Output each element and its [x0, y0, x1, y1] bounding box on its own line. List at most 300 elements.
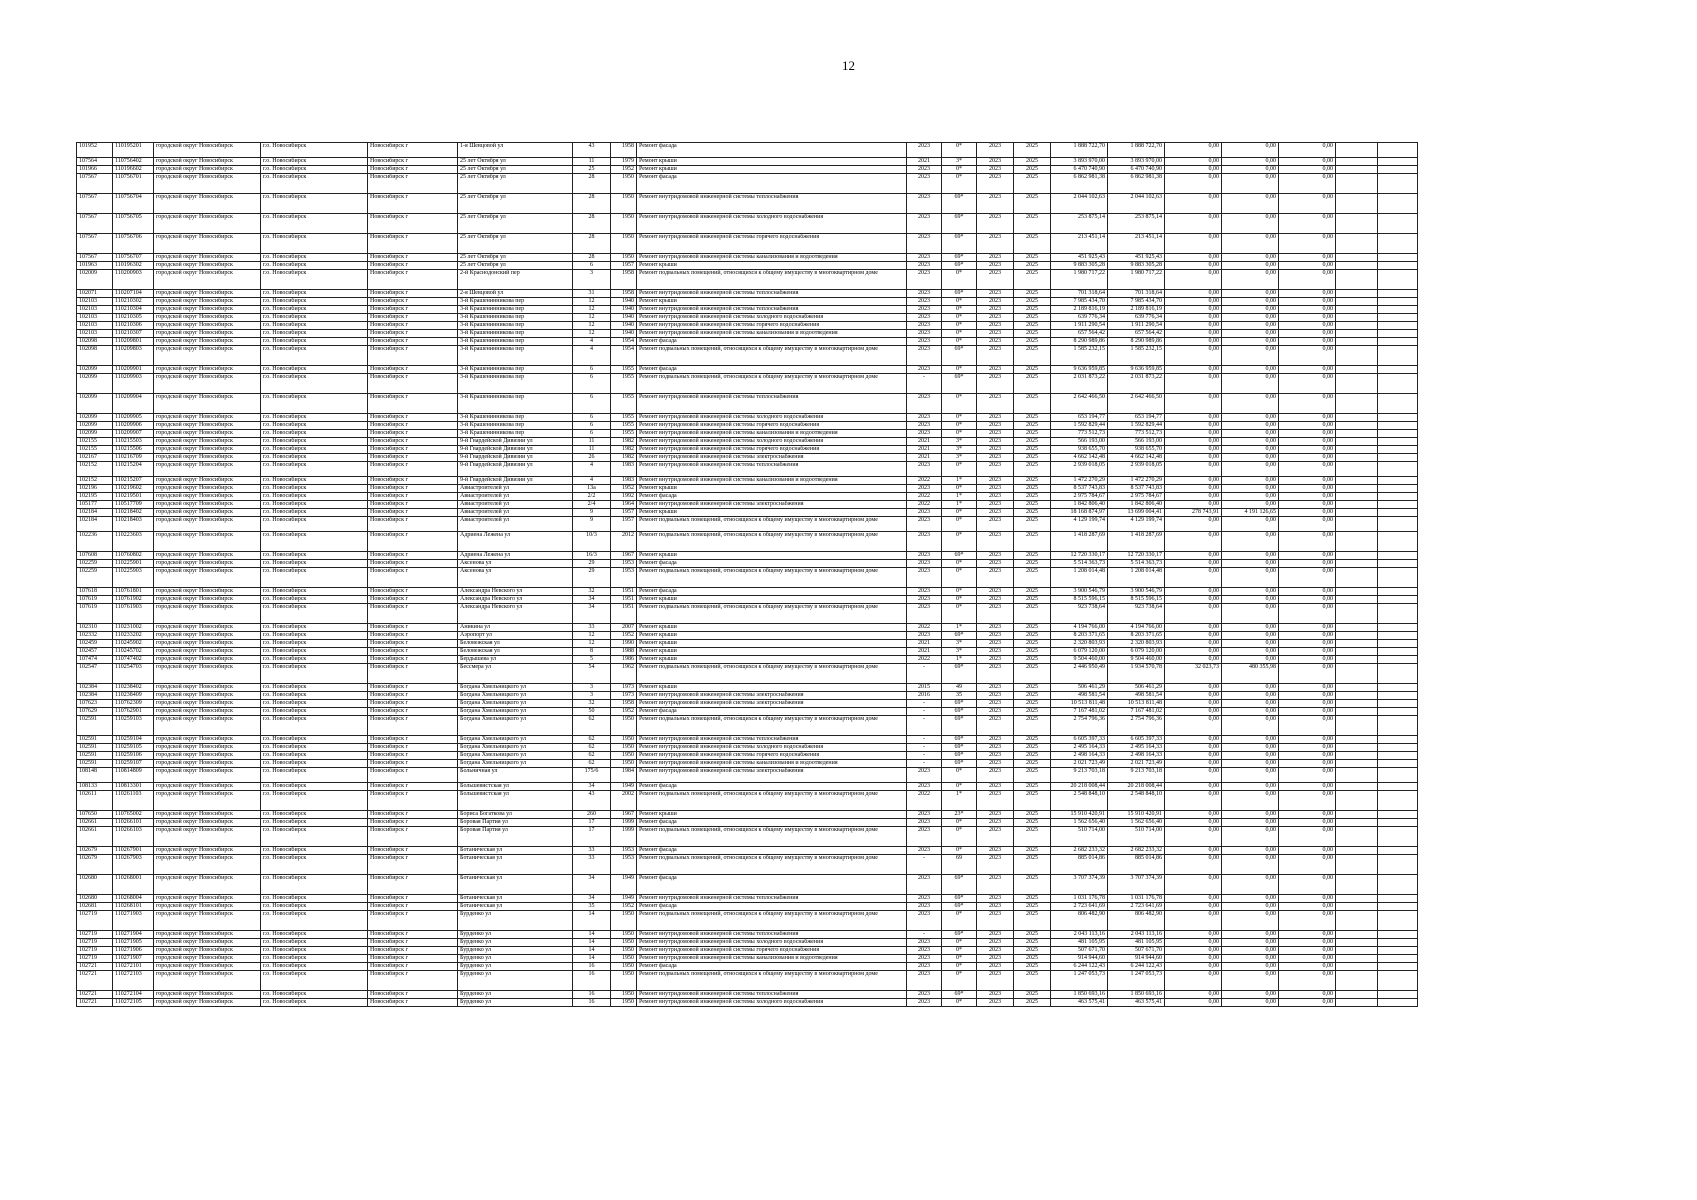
cell-record-id: 102332 [77, 632, 113, 640]
cell-locality: Новосибирск г [368, 322, 458, 330]
cell-plan-end: 2025 [1014, 684, 1051, 692]
cell-note-a [1336, 254, 1378, 262]
cell-plan-end: 2025 [1014, 931, 1051, 939]
cell-record-id: 102721 [77, 991, 113, 999]
cell-street: Бурденко ул [458, 963, 573, 971]
cell-last-repair-year: - [907, 716, 942, 736]
cell-note-a [1336, 700, 1378, 708]
cell-house-number: 43 [573, 791, 611, 811]
cell-owners-cost: 0,00 [1222, 783, 1279, 791]
cell-municipal-district: г.о. Новосибирск [261, 174, 368, 194]
table-row [77, 632, 1418, 640]
cell-last-repair-year: 2023 [907, 422, 942, 430]
table-row [77, 338, 1418, 346]
cell-work-code: 110216709 [113, 454, 154, 462]
cell-owners-cost: 0,00 [1222, 760, 1279, 768]
cell-total-cost: 1 911 290,54 [1051, 322, 1108, 330]
cell-municipality: городской округ Новосибирск [154, 314, 261, 322]
cell-municipal-district: г.о. Новосибирск [261, 262, 368, 270]
cell-municipality: городской округ Новосибирск [154, 588, 261, 596]
cell-work-type: Ремонт фасада [637, 174, 907, 194]
cell-total-cost: 10 513 811,48 [1051, 700, 1108, 708]
cell-house-number: 12 [573, 298, 611, 306]
table-row [77, 664, 1418, 684]
cell-build-year: 1950 [611, 991, 637, 999]
cell-fund-cost: 1 562 656,40 [1108, 819, 1165, 827]
cell-fund-cost: 481 105,95 [1108, 939, 1165, 947]
cell-note-b [1378, 947, 1418, 955]
cell-fund-cost: 7 167 481,02 [1108, 708, 1165, 716]
cell-municipal-district: г.о. Новосибирск [261, 477, 368, 485]
cell-plan-start: 2023 [977, 414, 1014, 422]
cell-work-code: 110259104 [113, 736, 154, 744]
cell-note-a [1336, 684, 1378, 692]
cell-municipality: городской округ Новосибирск [154, 414, 261, 422]
cell-plan-end: 2025 [1014, 270, 1051, 290]
cell-fund-cost: 8 203 371,65 [1108, 632, 1165, 640]
table-row [77, 552, 1418, 560]
cell-fund-cost: 9 636 959,85 [1108, 366, 1165, 374]
cell-total-cost: 253 875,14 [1051, 214, 1108, 234]
cell-work-type: Ремонт внутридомовой инженерной системы горячего водоснабжения [637, 322, 907, 330]
cell-record-id: 102071 [77, 290, 113, 298]
cell-work-type: Ремонт внутридомовой инженерной системы теплоснабжения [637, 306, 907, 314]
cell-record-id: 102099 [77, 414, 113, 422]
cell-plan-end: 2025 [1014, 509, 1051, 517]
cell-note-b [1378, 604, 1418, 624]
cell-work-type: Ремонт крыши [637, 298, 907, 306]
cell-street: Бурденко ул [458, 999, 573, 1007]
cell-house-number: 17 [573, 827, 611, 847]
cell-municipal-district: г.о. Новосибирск [261, 346, 368, 366]
cell-street: Авиастроителей ул [458, 509, 573, 517]
cell-wear-percent: 3* [942, 438, 977, 446]
cell-municipality: городской округ Новосибирск [154, 234, 261, 254]
cell-municipal-district: г.о. Новосибирск [261, 414, 368, 422]
cell-street: 1-я Шевцовой ул [458, 143, 573, 158]
cell-total-cost: 463 575,41 [1051, 999, 1108, 1007]
cell-locality: Новосибирск г [368, 827, 458, 847]
cell-record-id: 107567 [77, 254, 113, 262]
cell-work-code: 110259105 [113, 744, 154, 752]
cell-plan-end: 2025 [1014, 708, 1051, 716]
cell-work-code: 110219501 [113, 493, 154, 501]
cell-house-number: 54 [573, 664, 611, 684]
cell-total-cost: 1 592 829,44 [1051, 422, 1108, 430]
cell-municipal-district: г.о. Новосибирск [261, 596, 368, 604]
cell-plan-start: 2023 [977, 143, 1014, 158]
cell-note-a [1336, 454, 1378, 462]
cell-work-type: Ремонт внутридомовой инженерной системы горячего водоснабжения [637, 446, 907, 454]
cell-fund-cost: 6 244 122,43 [1108, 963, 1165, 971]
cell-municipal-district: г.о. Новосибирск [261, 632, 368, 640]
cell-total-cost: 2 975 784,67 [1051, 493, 1108, 501]
cell-build-year: 1967 [611, 811, 637, 819]
cell-municipality: городской округ Новосибирск [154, 330, 261, 338]
cell-locality: Новосибирск г [368, 509, 458, 517]
cell-work-type: Ремонт внутридомовой инженерной системы горячего водоснабжения [637, 947, 907, 955]
cell-work-code: 110268001 [113, 875, 154, 895]
cell-municipal-district: г.о. Новосибирск [261, 855, 368, 875]
cell-note-a [1336, 166, 1378, 174]
cell-total-cost: 1 842 806,40 [1051, 501, 1108, 509]
cell-house-number: 6 [573, 394, 611, 414]
cell-region-cost: 0,00 [1165, 847, 1222, 855]
table-row [77, 656, 1418, 664]
cell-build-year: 1950 [611, 939, 637, 947]
cell-house-number: 5 [573, 656, 611, 664]
cell-build-year: 1958 [611, 290, 637, 298]
cell-plan-start: 2023 [977, 394, 1014, 414]
cell-house-number: 28 [573, 234, 611, 254]
cell-municipality: городской округ Новосибирск [154, 819, 261, 827]
cell-house-number: 50 [573, 708, 611, 716]
cell-note-b [1378, 708, 1418, 716]
cell-plan-start: 2023 [977, 254, 1014, 262]
cell-house-number: 16 [573, 963, 611, 971]
cell-other-cost: 0,00 [1279, 971, 1336, 991]
cell-work-code: 110756706 [113, 234, 154, 254]
cell-wear-percent: 0* [942, 560, 977, 568]
cell-build-year: 1990 [611, 640, 637, 648]
cell-other-cost: 0,00 [1279, 552, 1336, 560]
cell-locality: Новосибирск г [368, 422, 458, 430]
cell-plan-end: 2025 [1014, 911, 1051, 931]
cell-fund-cost: 5 514 363,73 [1108, 560, 1165, 568]
cell-note-b [1378, 493, 1418, 501]
cell-fund-cost: 8 290 989,86 [1108, 338, 1165, 346]
cell-last-repair-year: 2023 [907, 991, 942, 999]
cell-total-cost: 6 470 740,90 [1051, 166, 1108, 174]
cell-locality: Новосибирск г [368, 911, 458, 931]
cell-fund-cost: 1 911 290,54 [1108, 322, 1165, 330]
cell-note-b [1378, 752, 1418, 760]
cell-municipality: городской округ Новосибирск [154, 847, 261, 855]
cell-owners-cost: 0,00 [1222, 700, 1279, 708]
cell-plan-start: 2023 [977, 895, 1014, 903]
cell-fund-cost: 13 699 004,41 [1108, 509, 1165, 517]
cell-street: Бессмера ул [458, 664, 573, 684]
cell-municipal-district: г.о. Новосибирск [261, 624, 368, 632]
cell-other-cost: 0,00 [1279, 847, 1336, 855]
cell-region-cost: 0,00 [1165, 895, 1222, 903]
cell-build-year: 1979 [611, 158, 637, 166]
cell-last-repair-year: 2023 [907, 290, 942, 298]
cell-build-year: 1940 [611, 314, 637, 322]
cell-last-repair-year: 2023 [907, 254, 942, 262]
cell-other-cost: 0,00 [1279, 903, 1336, 911]
cell-work-type: Ремонт внутридомовой инженерной системы холодного водоснабжения [637, 744, 907, 752]
cell-house-number: 62 [573, 752, 611, 760]
table-row [77, 847, 1418, 855]
cell-note-a [1336, 752, 1378, 760]
cell-plan-start: 2023 [977, 811, 1014, 819]
cell-owners-cost: 0,00 [1222, 290, 1279, 298]
cell-house-number: 62 [573, 716, 611, 736]
cell-total-cost: 7 985 434,70 [1051, 298, 1108, 306]
cell-region-cost: 0,00 [1165, 366, 1222, 374]
cell-build-year: 1950 [611, 931, 637, 939]
cell-locality: Новосибирск г [368, 214, 458, 234]
cell-note-b [1378, 394, 1418, 414]
cell-fund-cost: 2 031 873,22 [1108, 374, 1165, 394]
cell-other-cost: 0,00 [1279, 560, 1336, 568]
cell-note-a [1336, 847, 1378, 855]
table-row [77, 346, 1418, 366]
cell-owners-cost: 0,00 [1222, 454, 1279, 462]
cell-plan-start: 2023 [977, 855, 1014, 875]
cell-note-b [1378, 827, 1418, 847]
cell-owners-cost: 0,00 [1222, 768, 1279, 783]
cell-other-cost: 0,00 [1279, 827, 1336, 847]
cell-locality: Новосибирск г [368, 999, 458, 1007]
cell-municipality: городской округ Новосибирск [154, 322, 261, 330]
cell-municipal-district: г.о. Новосибирск [261, 194, 368, 214]
cell-municipal-district: г.о. Новосибирск [261, 438, 368, 446]
cell-note-a [1336, 509, 1378, 517]
cell-plan-start: 2023 [977, 262, 1014, 270]
cell-work-code: 110215204 [113, 462, 154, 477]
cell-wear-percent: 69* [942, 234, 977, 254]
cell-total-cost: 2 682 233,32 [1051, 847, 1108, 855]
cell-total-cost: 2 043 113,16 [1051, 931, 1108, 939]
cell-municipality: городской округ Новосибирск [154, 501, 261, 509]
cell-build-year: 1984 [611, 768, 637, 783]
cell-municipal-district: г.о. Новосибирск [261, 552, 368, 560]
cell-municipality: городской округ Новосибирск [154, 744, 261, 752]
cell-street: Бурденко ул [458, 955, 573, 963]
cell-note-a [1336, 568, 1378, 588]
cell-note-b [1378, 664, 1418, 684]
cell-house-number: 34 [573, 783, 611, 791]
cell-record-id: 101963 [77, 262, 113, 270]
cell-municipal-district: г.о. Новосибирск [261, 394, 368, 414]
cell-region-cost: 0,00 [1165, 501, 1222, 509]
cell-plan-end: 2025 [1014, 783, 1051, 791]
cell-record-id: 102591 [77, 716, 113, 736]
cell-last-repair-year: 2023 [907, 174, 942, 194]
cell-work-type: Ремонт внутридомовой инженерной системы теплоснабжения [637, 991, 907, 999]
table-row [77, 214, 1418, 234]
cell-work-type: Ремонт фасада [637, 875, 907, 895]
cell-municipality: городской округ Новосибирск [154, 430, 261, 438]
cell-region-cost: 0,00 [1165, 708, 1222, 716]
cell-plan-start: 2023 [977, 430, 1014, 438]
cell-last-repair-year: 2023 [907, 971, 942, 991]
cell-owners-cost: 0,00 [1222, 963, 1279, 971]
cell-municipal-district: г.о. Новосибирск [261, 517, 368, 532]
cell-locality: Новосибирск г [368, 306, 458, 314]
cell-street: Беловежская ул [458, 648, 573, 656]
cell-work-type: Ремонт подвальных помещений, относящихся к общему имуществу в многоквартирном доме [637, 911, 907, 931]
cell-house-number: 2/2 [573, 493, 611, 501]
cell-plan-start: 2023 [977, 330, 1014, 338]
cell-street: Богдана Хмельницкого ул [458, 752, 573, 760]
cell-note-b [1378, 875, 1418, 895]
table-row [77, 174, 1418, 194]
cell-work-code: 110219602 [113, 485, 154, 493]
cell-plan-start: 2023 [977, 939, 1014, 947]
cell-region-cost: 0,00 [1165, 394, 1222, 414]
cell-work-code: 110261103 [113, 791, 154, 811]
cell-work-type: Ремонт подвальных помещений, относящихся к общему имуществу в многоквартирном доме [637, 532, 907, 552]
cell-municipal-district: г.о. Новосибирск [261, 270, 368, 290]
cell-wear-percent: 69 [942, 855, 977, 875]
cell-work-code: 110196302 [113, 262, 154, 270]
cell-region-cost: 0,00 [1165, 430, 1222, 438]
cell-other-cost: 0,00 [1279, 819, 1336, 827]
cell-house-number: 175/6 [573, 768, 611, 783]
cell-street: Богдана Хмельницкого ул [458, 760, 573, 768]
cell-street: 3-й Крашенинникова пер [458, 322, 573, 330]
cell-locality: Новосибирск г [368, 290, 458, 298]
cell-other-cost: 0,00 [1279, 454, 1336, 462]
cell-plan-end: 2025 [1014, 971, 1051, 991]
cell-total-cost: 2 021 723,49 [1051, 760, 1108, 768]
cell-note-a [1336, 517, 1378, 532]
cell-last-repair-year: 2023 [907, 947, 942, 955]
cell-work-type: Ремонт крыши [637, 632, 907, 640]
cell-fund-cost: 20 218 008,44 [1108, 783, 1165, 791]
cell-locality: Новосибирск г [368, 394, 458, 414]
cell-street: 3-й Крашенинникова пер [458, 330, 573, 338]
cell-note-b [1378, 330, 1418, 338]
cell-street: 3-й Крашенинникова пер [458, 298, 573, 306]
cell-note-a [1336, 971, 1378, 991]
cell-work-code: 110814809 [113, 768, 154, 783]
cell-municipal-district: г.о. Новосибирск [261, 560, 368, 568]
cell-locality: Новосибирск г [368, 604, 458, 624]
cell-last-repair-year: 2022 [907, 501, 942, 509]
cell-build-year: 1940 [611, 322, 637, 330]
cell-note-a [1336, 911, 1378, 931]
cell-municipality: городской округ Новосибирск [154, 791, 261, 811]
cell-note-b [1378, 895, 1418, 903]
cell-note-b [1378, 306, 1418, 314]
cell-build-year: 1950 [611, 234, 637, 254]
cell-record-id: 102679 [77, 855, 113, 875]
cell-plan-end: 2025 [1014, 568, 1051, 588]
cell-last-repair-year: 2023 [907, 166, 942, 174]
cell-last-repair-year: 2023 [907, 827, 942, 847]
cell-plan-start: 2023 [977, 991, 1014, 999]
cell-note-b [1378, 509, 1418, 517]
cell-work-type: Ремонт подвальных помещений, относящихся к общему имуществу в многоквартирном доме [637, 827, 907, 847]
cell-locality: Новосибирск г [368, 446, 458, 454]
cell-locality: Новосибирск г [368, 847, 458, 855]
table-row [77, 648, 1418, 656]
cell-note-b [1378, 462, 1418, 477]
cell-plan-end: 2025 [1014, 306, 1051, 314]
cell-owners-cost: 0,00 [1222, 214, 1279, 234]
cell-house-number: 62 [573, 760, 611, 768]
cell-build-year: 1950 [611, 194, 637, 214]
cell-total-cost: 6 605 397,33 [1051, 736, 1108, 744]
cell-fund-cost: 1 934 570,78 [1108, 664, 1165, 684]
cell-region-cost: 0,00 [1165, 819, 1222, 827]
cell-municipality: городской округ Новосибирск [154, 768, 261, 783]
table-row [77, 560, 1418, 568]
cell-last-repair-year: 2023 [907, 768, 942, 783]
cell-build-year: 1982 [611, 438, 637, 446]
cell-note-b [1378, 174, 1418, 194]
cell-locality: Новосибирск г [368, 875, 458, 895]
table-row [77, 254, 1418, 262]
cell-region-cost: 0,00 [1165, 875, 1222, 895]
cell-note-a [1336, 991, 1378, 999]
cell-owners-cost: 0,00 [1222, 624, 1279, 632]
cell-wear-percent: 1* [942, 501, 977, 509]
cell-plan-start: 2023 [977, 692, 1014, 700]
cell-build-year: 1950 [611, 963, 637, 971]
cell-note-b [1378, 560, 1418, 568]
cell-plan-start: 2023 [977, 640, 1014, 648]
cell-municipality: городской округ Новосибирск [154, 298, 261, 306]
cell-plan-end: 2025 [1014, 847, 1051, 855]
cell-build-year: 1953 [611, 855, 637, 875]
cell-last-repair-year: - [907, 708, 942, 716]
cell-build-year: 1967 [611, 552, 637, 560]
table-row [77, 262, 1418, 270]
cell-street: Бурденко ул [458, 939, 573, 947]
cell-last-repair-year: 2022 [907, 624, 942, 632]
cell-municipality: городской округ Новосибирск [154, 454, 261, 462]
cell-work-code: 110747402 [113, 656, 154, 664]
cell-total-cost: 1 850 693,16 [1051, 991, 1108, 999]
cell-owners-cost: 0,00 [1222, 330, 1279, 338]
cell-wear-percent: 69* [942, 664, 977, 684]
cell-region-cost: 0,00 [1165, 174, 1222, 194]
page-number: 12 [842, 58, 855, 73]
cell-work-type: Ремонт фасада [637, 847, 907, 855]
cell-total-cost: 9 883 305,28 [1051, 262, 1108, 270]
cell-record-id: 107623 [77, 700, 113, 708]
cell-note-b [1378, 314, 1418, 322]
cell-note-b [1378, 262, 1418, 270]
cell-region-cost: 0,00 [1165, 532, 1222, 552]
cell-wear-percent: 0* [942, 298, 977, 306]
cell-municipal-district: г.о. Новосибирск [261, 708, 368, 716]
cell-last-repair-year: - [907, 855, 942, 875]
cell-record-id: 107650 [77, 811, 113, 819]
cell-total-cost: 2 642 466,50 [1051, 394, 1108, 414]
cell-plan-end: 2025 [1014, 485, 1051, 493]
cell-region-cost: 0,00 [1165, 736, 1222, 744]
cell-note-b [1378, 656, 1418, 664]
cell-note-a [1336, 346, 1378, 366]
cell-work-type: Ремонт крыши [637, 811, 907, 819]
table-row [77, 394, 1418, 414]
cell-other-cost: 0,00 [1279, 656, 1336, 664]
cell-region-cost: 0,00 [1165, 517, 1222, 532]
cell-note-a [1336, 708, 1378, 716]
table-row [77, 895, 1418, 903]
cell-work-code: 110210305 [113, 314, 154, 322]
cell-plan-start: 2023 [977, 477, 1014, 485]
cell-plan-start: 2023 [977, 552, 1014, 560]
cell-fund-cost: 2 939 018,05 [1108, 462, 1165, 477]
cell-record-id: 107567 [77, 214, 113, 234]
cell-last-repair-year: 2023 [907, 903, 942, 911]
cell-other-cost: 0,00 [1279, 931, 1336, 939]
table-row [77, 306, 1418, 314]
cell-plan-start: 2023 [977, 656, 1014, 664]
cell-plan-start: 2023 [977, 298, 1014, 306]
cell-note-a [1336, 588, 1378, 596]
cell-other-cost: 0,00 [1279, 708, 1336, 716]
cell-plan-end: 2025 [1014, 262, 1051, 270]
cell-work-code: 110268101 [113, 903, 154, 911]
